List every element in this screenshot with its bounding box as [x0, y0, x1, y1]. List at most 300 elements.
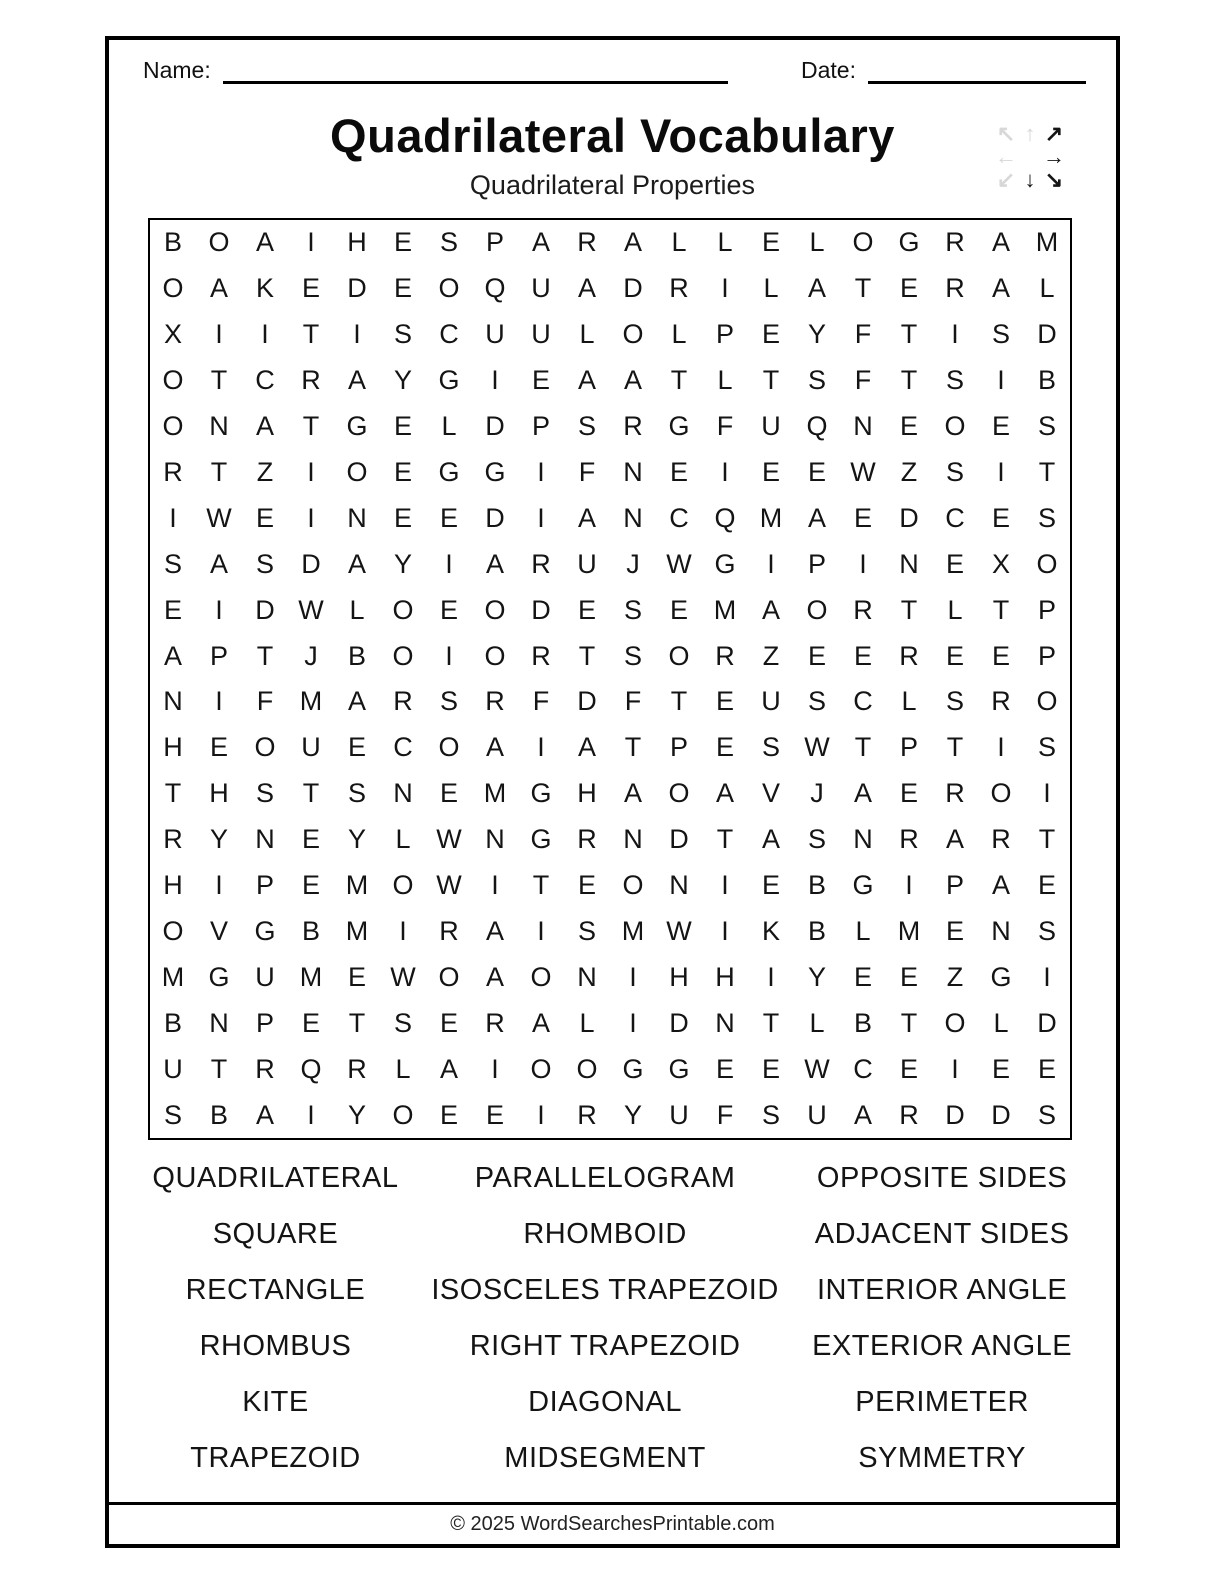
grid-letter-r1c12: L	[671, 227, 687, 258]
grid-letter-r2c14: L	[763, 273, 779, 304]
grid-letter-r5c2: N	[209, 411, 229, 442]
grid-letter-r8c2: A	[209, 548, 228, 579]
grid-letter-r3c9: U	[531, 319, 551, 350]
grid-letter-r1c16: O	[852, 227, 874, 258]
grid-letter-r16c14: K	[761, 915, 780, 946]
grid-letter-r20c19: D	[991, 1099, 1011, 1130]
grid-letter-r2c7: O	[438, 273, 460, 304]
grid-letter-r3c12: L	[671, 319, 687, 350]
grid-letter-r4c2: T	[210, 365, 228, 396]
grid-letter-r3c16: F	[854, 319, 872, 350]
grid-letter-r6c18: S	[945, 456, 964, 487]
grid-letter-r4c7: G	[438, 365, 460, 396]
grid-letter-r15c14: E	[761, 870, 780, 901]
grid-letter-r6c3: Z	[256, 456, 274, 487]
grid-letter-r5c1: O	[162, 411, 184, 442]
grid-letter-r19c12: G	[668, 1053, 690, 1084]
grid-letter-r3c20: D	[1037, 319, 1057, 350]
grid-letter-r10c8: O	[484, 640, 506, 671]
grid-letter-r16c4: B	[301, 915, 320, 946]
grid-letter-r13c8: M	[483, 778, 507, 809]
grid-letter-r20c18: D	[945, 1099, 965, 1130]
grid-letter-r19c18: I	[951, 1053, 959, 1084]
grid-letter-r15c13: I	[721, 870, 729, 901]
grid-letter-r9c2: I	[215, 594, 223, 625]
grid-letter-r12c8: A	[485, 732, 504, 763]
grid-letter-r20c12: U	[669, 1099, 689, 1130]
arrow-up-left-icon: ↖	[996, 121, 1016, 146]
word-list-item: OPPOSITE SIDES	[816, 1161, 1068, 1194]
grid-letter-r8c11: J	[626, 548, 640, 579]
grid-letter-r17c3: U	[255, 961, 275, 992]
grid-letter-r5c10: S	[577, 411, 596, 442]
grid-letter-r19c2: T	[210, 1053, 228, 1084]
grid-letter-r18c17: T	[900, 1007, 918, 1038]
grid-letter-r4c5: A	[347, 365, 366, 396]
grid-letter-r4c4: R	[301, 365, 321, 396]
grid-letter-r15c3: P	[255, 870, 274, 901]
grid-letter-r17c15: Y	[807, 961, 826, 992]
grid-letter-r20c5: Y	[347, 1099, 366, 1130]
grid-letter-r9c18: L	[947, 594, 963, 625]
grid-letter-r6c1: R	[163, 456, 183, 487]
grid-letter-r12c1: H	[163, 732, 183, 763]
grid-letter-r1c15: L	[809, 227, 825, 258]
grid-letter-r3c3: I	[261, 319, 269, 350]
grid-letter-r12c4: U	[301, 732, 321, 763]
grid-letter-r17c17: E	[899, 961, 918, 992]
grid-letter-r11c2: I	[215, 686, 223, 717]
word-list-item: PARALLELOGRAM	[474, 1161, 736, 1194]
grid-letter-r9c1: E	[163, 594, 182, 625]
word-list	[127, 1150, 1098, 1486]
grid-letter-r4c3: C	[255, 365, 275, 396]
grid-letter-r14c19: R	[991, 824, 1011, 855]
grid-letter-r18c3: P	[255, 1007, 274, 1038]
grid-letter-r2c11: D	[623, 273, 643, 304]
grid-letter-r13c17: E	[899, 778, 918, 809]
grid-letter-r2c4: E	[301, 273, 320, 304]
grid-letter-r19c20: E	[1037, 1053, 1056, 1084]
grid-letter-r3c17: T	[900, 319, 918, 350]
grid-letter-r3c13: P	[715, 319, 734, 350]
grid-letter-r2c12: R	[669, 273, 689, 304]
grid-letter-r15c19: A	[991, 870, 1010, 901]
grid-letter-r4c11: A	[623, 365, 642, 396]
grid-letter-r11c11: F	[624, 686, 642, 717]
grid-letter-r10c5: B	[347, 640, 366, 671]
grid-letter-r15c15: B	[807, 870, 826, 901]
grid-letter-r16c9: I	[537, 915, 545, 946]
grid-letter-r7c20: S	[1037, 502, 1056, 533]
grid-letter-r2c6: E	[393, 273, 412, 304]
grid-letter-r3c15: Y	[807, 319, 826, 350]
grid-letter-r14c20: T	[1038, 824, 1056, 855]
grid-letter-r12c7: O	[438, 732, 460, 763]
grid-letter-r16c13: I	[721, 915, 729, 946]
name-label: Name:	[143, 57, 211, 83]
grid-letter-r12c15: W	[804, 732, 830, 763]
word-list-item: ADJACENT SIDES	[814, 1217, 1070, 1250]
grid-letter-r15c8: I	[491, 870, 499, 901]
grid-letter-r2c8: Q	[484, 273, 506, 304]
grid-letter-r19c7: A	[439, 1053, 458, 1084]
grid-letter-r6c20: T	[1038, 456, 1056, 487]
grid-letter-r13c5: S	[347, 778, 366, 809]
grid-letter-r9c10: E	[577, 594, 596, 625]
grid-letter-r14c5: Y	[347, 824, 366, 855]
word-list-item: RECTANGLE	[185, 1273, 366, 1306]
grid-letter-r4c20: B	[1037, 365, 1056, 396]
grid-letter-r18c4: E	[301, 1007, 320, 1038]
grid-letter-r2c3: K	[255, 273, 274, 304]
grid-letter-r19c14: E	[761, 1053, 780, 1084]
grid-letter-r9c19: T	[992, 594, 1010, 625]
grid-letter-r11c20: O	[1036, 686, 1058, 717]
grid-letter-r17c5: E	[347, 961, 366, 992]
grid-letter-r16c1: O	[162, 915, 184, 946]
grid-letter-r9c4: W	[298, 594, 324, 625]
grid-letter-r13c1: T	[164, 778, 182, 809]
grid-letter-r10c6: O	[392, 640, 414, 671]
grid-letter-r8c9: R	[531, 548, 551, 579]
grid-letter-r6c12: E	[669, 456, 688, 487]
grid-letter-r12c5: E	[347, 732, 366, 763]
grid-letter-r4c16: F	[854, 365, 872, 396]
grid-letter-r15c20: E	[1037, 870, 1056, 901]
grid-letter-r11c1: N	[163, 686, 183, 717]
grid-letter-r9c6: O	[392, 594, 414, 625]
grid-letter-r10c10: T	[578, 640, 596, 671]
grid-letter-r8c5: A	[347, 548, 366, 579]
grid-letter-r3c6: S	[393, 319, 412, 350]
grid-letter-r7c14: M	[759, 502, 783, 533]
grid-letter-r2c9: U	[531, 273, 551, 304]
grid-letter-r2c1: O	[162, 273, 184, 304]
grid-letter-r10c15: E	[807, 640, 826, 671]
grid-letter-r5c20: S	[1037, 411, 1056, 442]
grid-letter-r8c1: S	[163, 548, 182, 579]
grid-letter-r20c1: S	[163, 1099, 182, 1130]
grid-letter-r16c5: M	[345, 915, 369, 946]
grid-letter-r4c1: O	[162, 365, 184, 396]
grid-letter-r3c7: C	[439, 319, 459, 350]
grid-letter-r1c18: R	[945, 227, 965, 258]
grid-letter-r1c3: A	[255, 227, 274, 258]
grid-letter-r7c19: E	[991, 502, 1010, 533]
grid-letter-r3c8: U	[485, 319, 505, 350]
grid-letter-r5c4: T	[302, 411, 320, 442]
grid-letter-r17c20: I	[1043, 961, 1051, 992]
grid-letter-r4c17: T	[900, 365, 918, 396]
grid-letter-r18c19: L	[993, 1007, 1009, 1038]
grid-letter-r19c15: W	[804, 1053, 830, 1084]
grid-letter-r5c14: U	[761, 411, 781, 442]
word-list-item: PERIMETER	[855, 1385, 1029, 1418]
grid-letter-r10c7: I	[445, 640, 453, 671]
grid-letter-r5c3: A	[255, 411, 274, 442]
grid-letter-r17c16: E	[853, 961, 872, 992]
grid-letter-r3c14: E	[761, 319, 780, 350]
grid-letter-r12c6: C	[393, 732, 413, 763]
grid-letter-r20c8: E	[485, 1099, 504, 1130]
grid-letter-r2c13: I	[721, 273, 729, 304]
grid-letter-r8c10: U	[577, 548, 597, 579]
grid-letter-r13c16: A	[853, 778, 872, 809]
grid-letter-r5c15: Q	[806, 411, 828, 442]
grid-letter-r5c7: L	[441, 411, 457, 442]
grid-letter-r18c20: D	[1037, 1007, 1057, 1038]
grid-letter-r9c14: A	[761, 594, 780, 625]
grid-letter-r16c2: V	[209, 915, 228, 946]
grid-letter-r12c11: T	[624, 732, 642, 763]
grid-letter-r15c9: T	[532, 870, 550, 901]
grid-letter-r17c7: O	[438, 961, 460, 992]
grid-letter-r1c8: P	[485, 227, 504, 258]
grid-letter-r14c6: L	[395, 824, 411, 855]
grid-letter-r5c16: N	[853, 411, 873, 442]
grid-letter-r7c13: Q	[714, 502, 736, 533]
grid-letter-r6c17: Z	[900, 456, 918, 487]
footer	[105, 1502, 1120, 1548]
grid-letter-r18c11: I	[629, 1007, 637, 1038]
grid-letter-r12c17: P	[899, 732, 918, 763]
grid-letter-r19c17: E	[899, 1053, 918, 1084]
grid-letter-r6c15: E	[807, 456, 826, 487]
grid-letter-r20c2: B	[209, 1099, 228, 1130]
grid-letter-r13c14: V	[761, 778, 780, 809]
grid-letter-r17c18: Z	[946, 961, 964, 992]
grid-letter-r20c15: U	[807, 1099, 827, 1130]
grid-letter-r9c17: T	[900, 594, 918, 625]
word-list-item: RHOMBOID	[523, 1217, 687, 1250]
grid-letter-r7c18: C	[945, 502, 965, 533]
grid-letter-r8c20: O	[1036, 548, 1058, 579]
grid-letter-r1c5: H	[347, 227, 367, 258]
grid-letter-r14c14: A	[761, 824, 780, 855]
grid-letter-r16c11: M	[621, 915, 645, 946]
grid-letter-r1c4: I	[307, 227, 315, 258]
grid-letter-r12c13: E	[715, 732, 734, 763]
grid-letter-r3c1: X	[163, 319, 182, 350]
word-list-item: RIGHT TRAPEZOID	[469, 1329, 741, 1362]
grid-letter-r1c11: A	[623, 227, 642, 258]
grid-letter-r7c5: N	[347, 502, 367, 533]
grid-letter-r9c13: M	[713, 594, 737, 625]
grid-letter-r7c15: A	[807, 502, 826, 533]
word-list-item: KITE	[242, 1385, 309, 1418]
grid-letter-r9c3: D	[255, 594, 275, 625]
grid-letter-r7c8: D	[485, 502, 505, 533]
grid-letter-r9c9: D	[531, 594, 551, 625]
grid-letter-r11c4: M	[299, 686, 323, 717]
grid-letter-r11c19: R	[991, 686, 1011, 717]
grid-letter-r13c7: E	[439, 778, 458, 809]
arrow-left-icon: ←	[995, 144, 1017, 169]
grid-letter-r1c13: L	[717, 227, 733, 258]
grid-letter-r4c13: L	[717, 365, 733, 396]
grid-letter-r6c8: G	[484, 456, 506, 487]
grid-letter-r12c16: T	[854, 732, 872, 763]
grid-letter-r10c4: J	[304, 640, 318, 671]
grid-letter-r19c3: R	[255, 1053, 275, 1084]
grid-letter-r8c18: E	[945, 548, 964, 579]
word-list-item: TRAPEZOID	[190, 1441, 361, 1474]
grid-letter-r18c9: A	[531, 1007, 550, 1038]
grid-letter-r19c10: O	[576, 1053, 598, 1084]
grid-letter-r18c15: L	[809, 1007, 825, 1038]
grid-letter-r14c4: E	[301, 824, 320, 855]
arrow-down-left-icon: ↙	[996, 167, 1016, 192]
grid-letter-r10c3: T	[256, 640, 274, 671]
grid-letter-r6c10: F	[578, 456, 596, 487]
grid-letter-r8c14: I	[767, 548, 775, 579]
grid-letter-r9c5: L	[349, 594, 365, 625]
grid-letter-r6c19: I	[997, 456, 1005, 487]
grid-letter-r12c20: S	[1037, 732, 1056, 763]
grid-letter-r18c14: T	[762, 1007, 780, 1038]
grid-letter-r1c2: O	[208, 227, 230, 258]
grid-letter-r15c10: E	[577, 870, 596, 901]
grid-letter-r20c4: I	[307, 1099, 315, 1130]
grid-letter-r4c19: I	[997, 365, 1005, 396]
grid-letter-r15c16: G	[852, 870, 874, 901]
grid-letter-r20c7: E	[439, 1099, 458, 1130]
word-search-grid	[148, 218, 1072, 1140]
grid-letter-r14c15: S	[807, 824, 826, 855]
grid-letter-r2c18: R	[945, 273, 965, 304]
grid-letter-r8c12: W	[666, 548, 692, 579]
grid-letter-r1c1: B	[163, 227, 182, 258]
grid-letter-r2c16: T	[854, 273, 872, 304]
grid-letter-r20c10: R	[577, 1099, 597, 1130]
grid-letter-r10c20: P	[1037, 640, 1056, 671]
grid-letter-r19c9: O	[530, 1053, 552, 1084]
grid-letter-r15c6: O	[392, 870, 414, 901]
grid-letter-r16c18: E	[945, 915, 964, 946]
grid-letter-r4c12: T	[670, 365, 688, 396]
grid-letter-r2c19: A	[991, 273, 1010, 304]
grid-letter-r13c4: T	[302, 778, 320, 809]
grid-letter-r13c2: H	[209, 778, 229, 809]
grid-letter-r14c11: N	[623, 824, 643, 855]
worksheet-page	[105, 36, 1120, 1548]
grid-letter-r7c3: E	[255, 502, 274, 533]
grid-letter-r15c1: H	[163, 870, 183, 901]
grid-letter-r2c15: A	[807, 273, 826, 304]
grid-letter-r6c5: O	[346, 456, 368, 487]
grid-letter-r14c18: A	[945, 824, 964, 855]
grid-letter-r20c20: S	[1037, 1099, 1056, 1130]
grid-letter-r7c9: I	[537, 502, 545, 533]
grid-letter-r18c18: O	[944, 1007, 966, 1038]
grid-letter-r1c7: S	[439, 227, 458, 258]
arrow-up-icon: ↑	[1024, 121, 1036, 146]
grid-letter-r2c10: A	[577, 273, 596, 304]
grid-letter-r13c6: N	[393, 778, 413, 809]
grid-letter-r20c13: F	[716, 1099, 734, 1130]
word-list-item: INTERIOR ANGLE	[816, 1273, 1068, 1306]
grid-letter-r17c9: O	[530, 961, 552, 992]
grid-letter-r5c17: E	[899, 411, 918, 442]
grid-letter-r20c16: A	[853, 1099, 872, 1130]
grid-letter-r17c2: G	[208, 961, 230, 992]
grid-letter-r9c8: O	[484, 594, 506, 625]
grid-letter-r11c6: R	[393, 686, 413, 717]
grid-letter-r9c11: S	[623, 594, 642, 625]
grid-letter-r13c11: A	[623, 778, 642, 809]
grid-letter-r3c5: I	[353, 319, 361, 350]
grid-letter-r7c12: C	[669, 502, 689, 533]
grid-letter-r18c16: B	[853, 1007, 872, 1038]
grid-letter-r12c18: T	[946, 732, 964, 763]
arrow-down-icon: ↓	[1024, 167, 1036, 192]
grid-letter-r6c4: I	[307, 456, 315, 487]
grid-letter-r8c4: D	[301, 548, 321, 579]
grid-letter-r18c1: B	[163, 1007, 182, 1038]
grid-letter-r18c8: R	[485, 1007, 505, 1038]
grid-letter-r19c1: U	[163, 1053, 183, 1084]
grid-letter-r6c7: G	[438, 456, 460, 487]
grid-letter-r17c11: I	[629, 961, 637, 992]
grid-letter-r17c4: M	[299, 961, 323, 992]
grid-letter-r12c19: I	[997, 732, 1005, 763]
grid-letter-r15c17: I	[905, 870, 913, 901]
grid-letter-r6c2: T	[210, 456, 228, 487]
word-list-item: DIAGONAL	[528, 1385, 682, 1418]
grid-letter-r18c13: N	[715, 1007, 735, 1038]
grid-letter-r13c12: O	[668, 778, 690, 809]
grid-letter-r10c17: R	[899, 640, 919, 671]
grid-letter-r7c6: E	[393, 502, 412, 533]
grid-letter-r9c20: P	[1037, 594, 1056, 625]
grid-letter-r17c19: G	[990, 961, 1012, 992]
grid-letter-r9c12: E	[669, 594, 688, 625]
grid-letter-r13c19: O	[990, 778, 1012, 809]
grid-letter-r7c2: W	[206, 502, 232, 533]
word-directions-icon	[994, 122, 1066, 191]
grid-letter-r11c3: F	[256, 686, 274, 717]
grid-letter-r18c7: E	[439, 1007, 458, 1038]
grid-letter-r3c11: O	[622, 319, 644, 350]
date-writein-line	[868, 56, 1086, 84]
arrow-center-blank	[1018, 145, 1042, 168]
grid-letter-r12c2: E	[209, 732, 228, 763]
grid-letter-r16c12: W	[666, 915, 692, 946]
grid-letter-r5c5: G	[346, 411, 368, 442]
grid-letter-r5c11: R	[623, 411, 643, 442]
grid-letter-r11c16: C	[853, 686, 873, 717]
name-date-row	[143, 56, 1086, 84]
grid-letter-r9c15: O	[806, 594, 828, 625]
grid-letter-r14c17: R	[899, 824, 919, 855]
grid-letter-r17c6: W	[390, 961, 416, 992]
grid-letter-r11c18: S	[945, 686, 964, 717]
grid-letter-r14c16: N	[853, 824, 873, 855]
grid-letter-r14c13: T	[716, 824, 734, 855]
grid-letter-r10c16: E	[853, 640, 872, 671]
grid-letter-r16c6: I	[399, 915, 407, 946]
grid-letter-r19c8: I	[491, 1053, 499, 1084]
grid-letter-r5c18: O	[944, 411, 966, 442]
grid-letter-r18c2: N	[209, 1007, 229, 1038]
grid-letter-r17c14: I	[767, 961, 775, 992]
grid-letter-r16c10: S	[577, 915, 596, 946]
grid-letter-r16c7: R	[439, 915, 459, 946]
grid-letter-r16c20: S	[1037, 915, 1056, 946]
grid-letter-r11c12: T	[670, 686, 688, 717]
grid-letter-r17c1: M	[161, 961, 185, 992]
